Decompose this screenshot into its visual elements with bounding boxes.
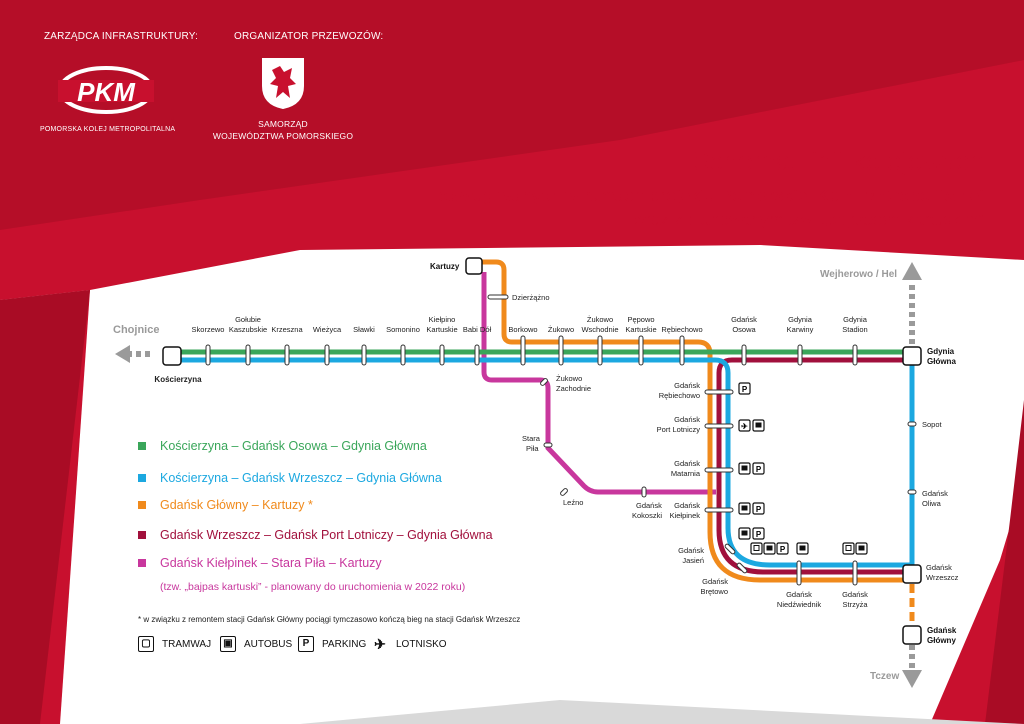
bus-icon <box>753 420 764 431</box>
parking-icon: P <box>298 636 314 652</box>
bus-icon <box>739 528 750 539</box>
label-zukowo: Żukowo <box>547 325 575 334</box>
label-kielpinek-1: Gdańsk <box>674 501 700 510</box>
svg-text:P: P <box>755 530 762 539</box>
title-line3: wraz z planowanym tzw. „bajpasem kartuskim” <box>633 210 984 229</box>
legend-swatch-orange <box>138 501 146 509</box>
legend-swatch-blue <box>138 474 146 482</box>
label-slawki: Sławki <box>353 325 375 334</box>
label-koscierzyna: Kościerzyna <box>154 375 202 384</box>
label-wiezyca: Wieżyca <box>312 325 342 334</box>
dir-wejherowo: Wejherowo / Hel <box>820 269 898 280</box>
footnote: * w związku z remontem stacji Gdańsk Główny pociągi tymczasowo kończą bieg na stacji Gdańsk Wrzeszcz <box>138 615 521 624</box>
pkm-name: POMORSKA KOLEJ METROPOLITALNA <box>40 126 176 133</box>
label-pepowo-1: Pępowo <box>627 315 655 324</box>
parking-icon <box>753 503 764 514</box>
label-bretowo-2: Brętowo <box>700 587 728 596</box>
label-osowa-2: Osowa <box>732 325 756 334</box>
station-square-gdynia-glowna <box>903 347 921 365</box>
label-somonino: Somonino <box>386 325 420 334</box>
infra-label: ZARZĄDCA INFRASTRUKTURY: <box>44 31 199 42</box>
map-amenities <box>739 383 867 554</box>
label-rebiechowo-g-2: Rębiechowo <box>658 391 700 400</box>
legend-label-orange: Gdańsk Główny – Kartuzy * <box>160 498 313 512</box>
label-wrzeszcz-2: Wrzeszcz <box>926 573 959 582</box>
label-dzierzazno: Dzierżążno <box>512 293 550 302</box>
pictogram-label-parking: PARKING <box>322 639 367 650</box>
label-stadion-1: Gdynia <box>843 315 867 324</box>
bus-icon: ▣ <box>220 636 236 652</box>
operator-label: ORGANIZATOR PRZEWOZÓW: <box>234 31 384 42</box>
parking-icon <box>753 463 764 474</box>
label-oliwa-2: Oliwa <box>922 499 941 508</box>
label-zukowo-zach-2: Zachodnie <box>556 384 592 393</box>
label-stara-pila-1: Stara <box>522 434 540 443</box>
label-karwiny-2: Karwiny <box>786 325 814 334</box>
label-gdynia-glowna-1: Gdynia <box>927 347 955 356</box>
legend-swatch-maroon <box>138 531 146 539</box>
arrow-wejherowo-icon <box>902 262 922 280</box>
label-kokoszki-1: Gdańsk <box>636 501 662 510</box>
label-kokoszki-2: Kokoszki <box>632 511 663 520</box>
label-niedzwiednik-1: Gdańsk <box>786 590 812 599</box>
parking-icon <box>753 528 764 539</box>
label-kielpino-2: Kartuskie <box>426 325 458 334</box>
tram-icon <box>843 543 854 554</box>
svg-text:✈: ✈ <box>741 422 748 431</box>
label-rebiechowo-g-1: Gdańsk <box>674 381 700 390</box>
label-karwiny-1: Gdynia <box>788 315 812 324</box>
bus-icon <box>856 543 867 554</box>
tram-icon <box>751 543 762 554</box>
label-krzeszna: Krzeszna <box>271 325 303 334</box>
label-rebiechowo: Rębiechowo <box>661 325 703 334</box>
label-port-1: Gdańsk <box>674 415 700 424</box>
label-sopot: Sopot <box>922 420 942 429</box>
label-jasien-1: Gdańsk <box>678 546 704 555</box>
airport-icon <box>739 420 750 431</box>
legend-label-blue: Kościerzyna – Gdańsk Wrzeszcz – Gdynia Główna <box>160 471 442 485</box>
samorzad-line1: SAMORZĄD <box>258 119 308 129</box>
bus-icon <box>739 503 750 514</box>
label-lezno: Leźno <box>563 498 584 507</box>
samorzad-line2: WOJEWÓDZTWA POMORSKIEGO <box>212 131 354 141</box>
label-zukowo-wsch-1: Żukowo <box>586 315 614 324</box>
label-kielpinek-2: Kiełpinek <box>669 511 700 520</box>
label-babi-dol: Babi Dół <box>462 325 492 334</box>
svg-text:P: P <box>779 545 786 554</box>
legend-swatch-green <box>138 442 146 450</box>
parking-icon <box>777 543 788 554</box>
title-line2: obsługiwanych w ramach projektu Pomorskiej Kolei Metropolitalnej <box>437 186 984 205</box>
label-kielpino-1: Kiełpino <box>428 315 456 324</box>
label-skorzewo: Skorzewo <box>191 325 225 334</box>
label-matarnia-2: Matarnia <box>670 469 700 478</box>
title-line1: Schemat linii kolejowych <box>691 146 984 176</box>
label-gdynia-glowna-2: Główna <box>927 357 956 366</box>
pictogram-label-bus: AUTOBUS <box>244 639 293 650</box>
label-golubie-2: Kaszubskie <box>228 325 268 334</box>
pictogram-label-airport: LOTNISKO <box>396 639 447 650</box>
label-wrzeszcz-1: Gdańsk <box>926 563 952 572</box>
legend-note: (tzw. „bajpas kartuski” - planowany do uruchomienia w 2022 roku) <box>160 581 466 593</box>
pkm-logo-text: PKM <box>77 77 135 107</box>
label-jasien-2: Jasień <box>682 556 704 565</box>
legend-label-green: Kościerzyna – Gdańsk Osowa – Gdynia Główna <box>160 439 427 453</box>
label-port-2: Port Lotniczy <box>656 425 700 434</box>
label-stara-pila-2: Piła <box>526 444 539 453</box>
legend-swatch-magenta <box>138 559 146 567</box>
label-zukowo-wsch-2: Wschodnie <box>581 325 619 334</box>
dir-chojnice: Chojnice <box>113 324 160 336</box>
label-zukowo-zach-1: Żukowo <box>556 374 583 383</box>
label-oliwa-1: Gdańsk <box>922 489 948 498</box>
bus-icon <box>797 543 808 554</box>
label-niedzwiednik-2: Niedźwiednik <box>776 600 822 609</box>
legend-label-magenta: Gdańsk Kiełpinek – Stara Piła – Kartuzy <box>160 556 382 570</box>
label-strzyza-2: Strzyża <box>842 600 868 609</box>
label-kartuzy: Kartuzy <box>430 262 460 271</box>
label-pepowo-2: Kartuskie <box>625 325 657 334</box>
label-borkowo: Borkowo <box>508 325 538 334</box>
parking-icon <box>739 383 750 394</box>
label-gdansk-glowny-2: Główny <box>927 636 956 645</box>
bus-icon <box>739 463 750 474</box>
legend-label-maroon: Gdańsk Wrzeszcz – Gdańsk Port Lotniczy – Gdynia Główna <box>160 528 493 542</box>
airport-icon: ✈ <box>374 636 386 652</box>
label-osowa-1: Gdańsk <box>731 315 757 324</box>
label-stadion-2: Stadion <box>842 325 868 334</box>
label-golubie-1: Gołubie <box>235 315 261 324</box>
label-bretowo-1: Gdańsk <box>702 577 728 586</box>
station-square-gdansk-wrzeszcz <box>903 565 921 583</box>
svg-text:P: P <box>741 385 748 394</box>
tram-icon: ▢ <box>138 636 154 652</box>
arrow-chojnice-icon <box>115 345 130 363</box>
station-square-gdansk-glowny <box>903 626 921 644</box>
station-square-kartuzy <box>466 258 482 274</box>
bus-icon <box>764 543 775 554</box>
svg-text:P: P <box>755 505 762 514</box>
svg-text:P: P <box>755 465 762 474</box>
label-matarnia-1: Gdańsk <box>674 459 700 468</box>
label-strzyza-1: Gdańsk <box>842 590 868 599</box>
label-gdansk-glowny-1: Gdańsk <box>927 626 957 635</box>
pictogram-label-tram: TRAMWAJ <box>162 639 212 650</box>
station-square-koscierzyna <box>163 347 181 365</box>
arrow-tczew-icon <box>902 670 922 688</box>
dir-tczew: Tczew <box>870 671 900 682</box>
